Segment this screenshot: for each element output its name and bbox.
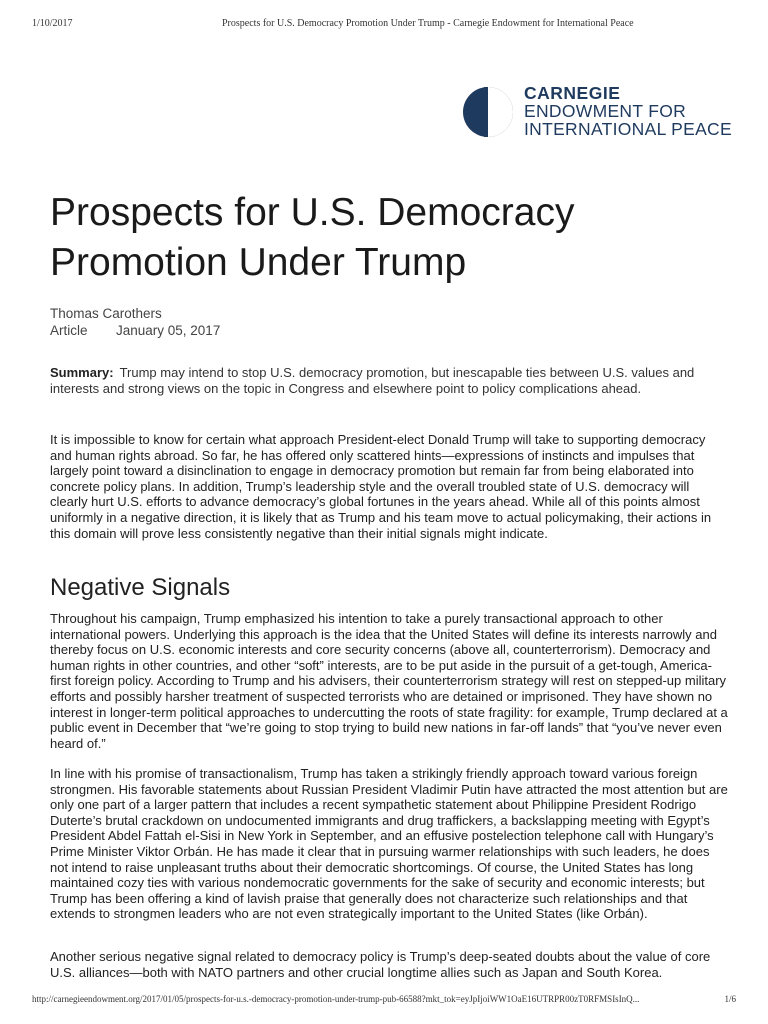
author-link[interactable]: Thomas Carothers — [50, 306, 162, 321]
article-type: Article — [50, 323, 88, 338]
section-heading-negative-signals: Negative Signals — [50, 574, 231, 601]
article-date: January 05, 2017 — [116, 323, 221, 338]
article-title: Prospects for U.S. Democracy Promotion Under Trump — [50, 191, 575, 284]
body-paragraph: Another serious negative signal related to democracy policy is Trump’s deep-seated doubts about the value of core U.S. alliances—both with NATO partners and other crucial longtime allies such as Japan and South Korea. — [50, 949, 711, 980]
print-footer — [32, 994, 736, 1006]
page-number: 1/6 — [724, 994, 736, 1004]
print-date: 1/10/2017 — [32, 18, 73, 29]
intro-paragraph: It is impossible to know for certain what approach President-elect Donald Trump will take to supporting democracy and human rights abroad. So far, he has offered only scattered hints—expressions of instincts and impulses that largely point toward a disinclination to engage in democracy promotion but remain far from being elaborated into concrete policy plans. In addition, Trump’s leadership style and the overall troubled state of U.S. democracy will clearly hurt U.S. efforts to advance democracy’s global fortunes in the years ahead. While all of this points almost uniformly in a negative direction, it is likely that as Trump and his team move to actual policymaking, their actions in this domain will prove less consistently negative than their initial signals might indicate. — [50, 432, 712, 541]
logo-line-2: ENDOWMENT FOR — [524, 101, 687, 121]
body-paragraph: Throughout his campaign, Trump emphasized his intention to take a purely transactional approach to other international powers. Underlying this approach is the idea that the United States will define its interests narrowly and thereby focus on U.S. economic interests and core security concerns (above all, counterterrorism). Democracy and human rights in other countries, and other “soft” interests, are to be put aside in the pursuit of a get-tough, America-first foreign policy. According to Trump and his advisers, their counterterrorism strategy will rest on stepped-up military efforts and possibly harsher treatment of suspected terrorists who are detained or imprisoned. They have shown no interest in longer-term political approaches to undercutting the roots of state fragility: for example, Trump declared at a public event in December that “we’re going to stop trying to build new nations in far-off lands” that “you’ve never even heard of.” — [50, 611, 728, 751]
summary-text: Trump may intend to stop U.S. democracy promotion, but inescapable ties between U.S. values and interests and strong views on the topic in Congress and elsewhere point to policy complications ahead. — [50, 365, 695, 396]
print-document-title: Prospects for U.S. Democracy Promotion Under Trump - Carnegie Endowment for International Peace — [222, 18, 634, 29]
summary-label: Summary: — [50, 365, 114, 380]
logo-line-3: INTERNATIONAL PEACE — [524, 119, 732, 139]
logo-line-1: CARNEGIE — [524, 83, 621, 103]
print-url[interactable]: http://carnegieendowment.org/2017/01/05/prospects-for-u.s.-democracy-promotion-under-trump-pub-66588?mkt_tok=eyJpIjoiWW1OaE16UTRPR00zT0RFMSIsInQ... — [32, 994, 640, 1004]
body-paragraph: In line with his promise of transactionalism, Trump has taken a strikingly friendly approach toward various foreign strongmen. His favorable statements about Russian President Vladimir Putin have attracted the most attention but are only one part of a larger pattern that includes a recent sympathetic statement about Philippine President Rodrigo Duterte’s brutal crackdown on undocumented immigrants and drug traffickers, a backslapping meeting with Egypt’s President Abdel Fattah el-Sisi in New York in September, and an effusive postelection telephone call with Hungary’s Prime Minister Viktor Orbán. He has made it clear that in pursuing warmer relationships with such leaders, he does not intend to raise unpleasant truths about their democratic shortcomings. Of course, the United States has long maintained cozy ties with various nondemocratic governments for the sake of security and economic interests; but Trump has been offering a kind of lavish praise that generally does not characterize such relationships and that extends to strongmen leaders who are not even strategically important to the United States (like Orbán). — [50, 766, 728, 922]
